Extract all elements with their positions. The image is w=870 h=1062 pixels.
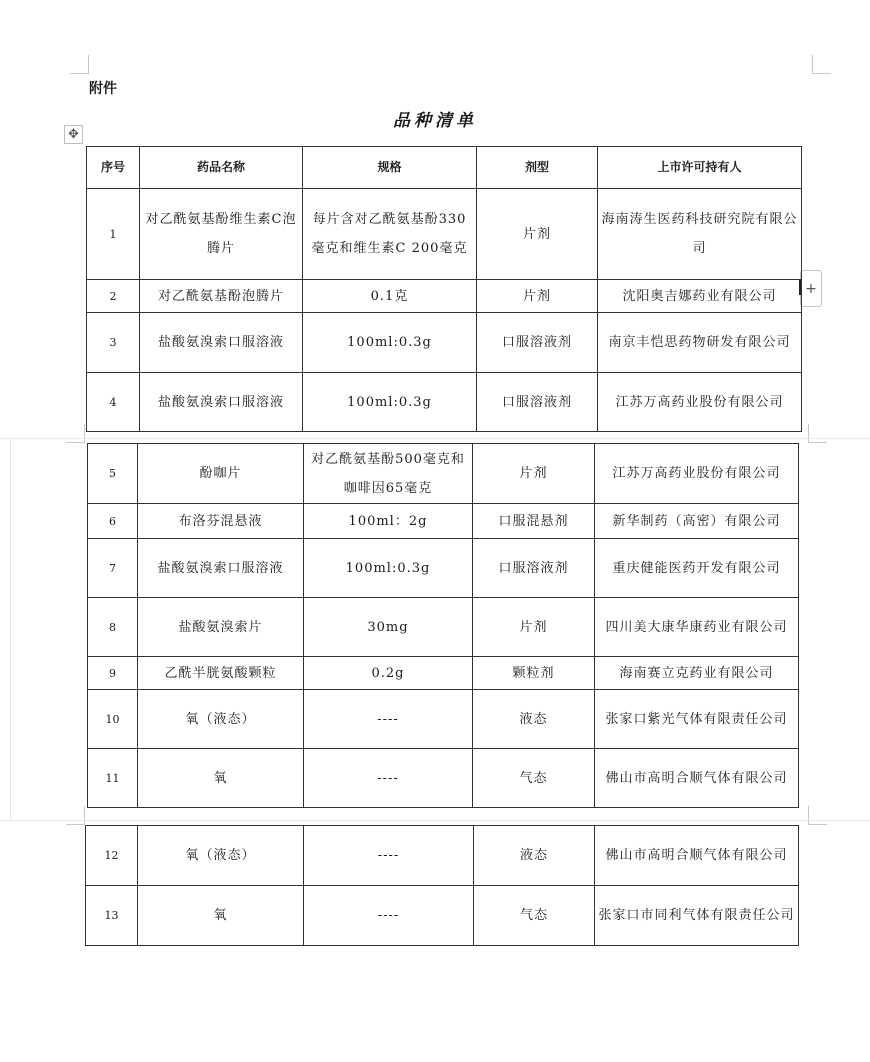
header-seq: 序号 bbox=[87, 147, 140, 189]
cell-seq: 10 bbox=[88, 690, 138, 749]
cell-spec: 0.2g bbox=[304, 657, 473, 690]
cell-holder: 新华制药（高密）有限公司 bbox=[595, 504, 799, 539]
table-row bbox=[88, 749, 799, 808]
cell-holder: 重庆健能医药开发有限公司 bbox=[595, 539, 799, 598]
cell-seq: 2 bbox=[87, 280, 140, 313]
cell-form: 气态 bbox=[473, 749, 595, 808]
cell-holder: 海南涛生医药科技研究院有限公司 bbox=[598, 189, 802, 280]
cell-form: 液态 bbox=[473, 690, 595, 749]
cell-spec: 100ml:0.3g bbox=[303, 373, 477, 432]
cell-spec: ---- bbox=[304, 886, 474, 946]
page-break-line bbox=[0, 438, 870, 439]
table-row bbox=[88, 539, 799, 598]
table-row bbox=[88, 657, 799, 690]
drug-table-part-1 bbox=[86, 146, 802, 432]
cell-seq: 4 bbox=[87, 373, 140, 432]
plus-icon[interactable]: + bbox=[800, 270, 822, 307]
page-title: 品种清单 bbox=[393, 111, 477, 131]
cell-form: 口服混悬剂 bbox=[473, 504, 595, 539]
table-row bbox=[87, 313, 802, 373]
cell-name: 对乙酰氨基酚维生素C泡腾片 bbox=[140, 189, 303, 280]
cell-name: 盐酸氨溴索口服溶液 bbox=[140, 313, 303, 373]
cell-holder: 沈阳奥吉娜药业有限公司 bbox=[598, 280, 802, 313]
header-holder: 上市许可持有人 bbox=[598, 147, 802, 189]
cell-form: 口服溶液剂 bbox=[477, 373, 598, 432]
cell-seq: 13 bbox=[86, 886, 138, 946]
cell-name: 氧（液态） bbox=[138, 690, 304, 749]
cell-form: 口服溶液剂 bbox=[477, 313, 598, 373]
cell-name: 盐酸氨溴索口服溶液 bbox=[140, 373, 303, 432]
page-corner-bottom-left-2 bbox=[66, 806, 85, 825]
cell-name: 氧（液态） bbox=[138, 826, 304, 886]
cell-spec: 100ml：2g bbox=[304, 504, 473, 539]
table-row bbox=[88, 444, 799, 504]
page-corner-bottom-right-2 bbox=[808, 806, 827, 825]
cell-name: 氧 bbox=[138, 749, 304, 808]
cell-form: 片剂 bbox=[477, 280, 598, 313]
cell-seq: 3 bbox=[87, 313, 140, 373]
cell-form: 口服溶液剂 bbox=[473, 539, 595, 598]
cell-form: 液态 bbox=[474, 826, 595, 886]
table-row bbox=[86, 886, 799, 946]
cell-name: 盐酸氨溴索口服溶液 bbox=[138, 539, 304, 598]
move-icon[interactable]: ✥ bbox=[64, 125, 83, 144]
cell-spec: 0.1克 bbox=[303, 280, 477, 313]
cell-seq: 11 bbox=[88, 749, 138, 808]
cell-spec: 30mg bbox=[304, 598, 473, 657]
page-break-line bbox=[0, 820, 870, 821]
header-name: 药品名称 bbox=[140, 147, 303, 189]
cell-holder: 四川美大康华康药业有限公司 bbox=[595, 598, 799, 657]
table-row bbox=[87, 280, 802, 313]
cell-seq: 12 bbox=[86, 826, 138, 886]
attachment-label: 附件 bbox=[89, 81, 117, 97]
page-corner-top-right bbox=[812, 55, 831, 74]
cell-form: 气态 bbox=[474, 886, 595, 946]
table-row bbox=[87, 373, 802, 432]
cell-holder: 佛山市高明合顺气体有限公司 bbox=[595, 826, 799, 886]
cell-holder: 南京丰恺思药物研发有限公司 bbox=[598, 313, 802, 373]
cell-holder: 江苏万高药业股份有限公司 bbox=[595, 444, 799, 504]
page-corner-bottom-left bbox=[66, 424, 85, 443]
cell-holder: 江苏万高药业股份有限公司 bbox=[598, 373, 802, 432]
cell-spec: 对乙酰氨基酚500毫克和咖啡因65毫克 bbox=[304, 444, 473, 504]
cell-holder: 张家口紫光气体有限责任公司 bbox=[595, 690, 799, 749]
page-corner-bottom-right bbox=[808, 424, 827, 443]
cell-holder: 张家口市同利气体有限责任公司 bbox=[595, 886, 799, 946]
drug-table-part-3 bbox=[85, 825, 799, 946]
cell-spec: ---- bbox=[304, 690, 473, 749]
cell-name: 氧 bbox=[138, 886, 304, 946]
cell-seq: 1 bbox=[87, 189, 140, 280]
cell-spec: ---- bbox=[304, 826, 474, 886]
table-header-row bbox=[87, 147, 802, 189]
header-form: 剂型 bbox=[477, 147, 598, 189]
cell-holder: 海南赛立克药业有限公司 bbox=[595, 657, 799, 690]
table-row bbox=[88, 598, 799, 657]
page-corner-top-left bbox=[70, 55, 89, 74]
cell-holder: 佛山市高明合顺气体有限公司 bbox=[595, 749, 799, 808]
page-edge-line bbox=[10, 440, 11, 820]
cell-spec: ---- bbox=[304, 749, 473, 808]
cell-spec: 100ml:0.3g bbox=[304, 539, 473, 598]
cell-name: 盐酸氨溴索片 bbox=[138, 598, 304, 657]
cell-form: 片剂 bbox=[473, 444, 595, 504]
table-row bbox=[88, 690, 799, 749]
table-row bbox=[86, 826, 799, 886]
table-row bbox=[87, 189, 802, 280]
cell-name: 酚咖片 bbox=[138, 444, 304, 504]
cell-seq: 7 bbox=[88, 539, 138, 598]
cell-seq: 6 bbox=[88, 504, 138, 539]
drug-table-part-2 bbox=[87, 443, 799, 808]
cell-spec: 每片含对乙酰氨基酚330毫克和维生素C 200毫克 bbox=[303, 189, 477, 280]
cell-form: 片剂 bbox=[477, 189, 598, 280]
table-row bbox=[88, 504, 799, 539]
cell-seq: 9 bbox=[88, 657, 138, 690]
cell-form: 片剂 bbox=[473, 598, 595, 657]
cell-name: 乙酰半胱氨酸颗粒 bbox=[138, 657, 304, 690]
header-spec: 规格 bbox=[303, 147, 477, 189]
cell-name: 对乙酰氨基酚泡腾片 bbox=[140, 280, 303, 313]
cell-spec: 100ml:0.3g bbox=[303, 313, 477, 373]
cell-seq: 5 bbox=[88, 444, 138, 504]
cell-name: 布洛芬混悬液 bbox=[138, 504, 304, 539]
cell-form: 颗粒剂 bbox=[473, 657, 595, 690]
cell-seq: 8 bbox=[88, 598, 138, 657]
